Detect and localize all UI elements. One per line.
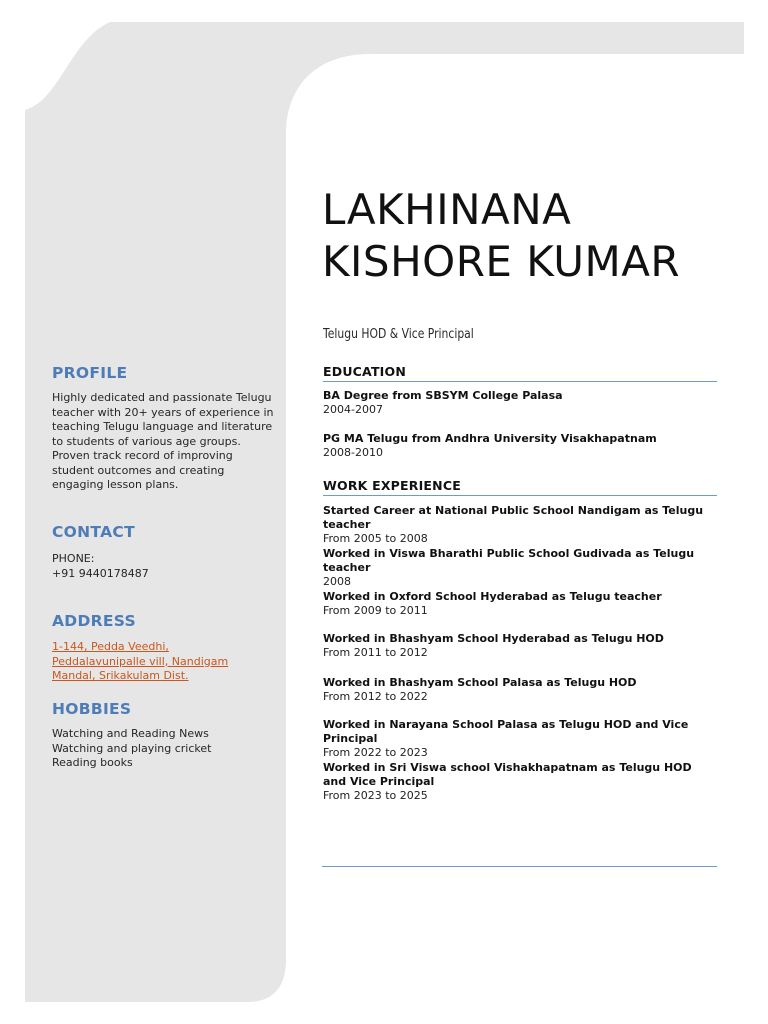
work-entry	[323, 761, 718, 803]
entry-title: Worked in Viswa Bharathi Public School Gudivada as Telugu teacher	[323, 547, 695, 574]
entry-title: Worked in Narayana School Palasa as Telugu HOD and Vice Principal	[323, 718, 689, 745]
profile-heading: PROFILE	[52, 364, 128, 382]
education-heading: EDUCATION	[323, 364, 717, 382]
work-entry	[323, 590, 723, 618]
hobby-item: Watching and Reading News	[52, 727, 209, 740]
name-line: LAKHINANA	[322, 185, 572, 234]
entry-title: PG MA Telugu from Andhra University Visakhapatnam	[323, 432, 657, 445]
entry-title: Worked in Bhashyam School Hyderabad as Telugu HOD	[323, 632, 664, 645]
hobbies-list	[52, 727, 274, 771]
entry-dates: From 2022 to 2023	[323, 746, 428, 759]
work-entry	[323, 632, 723, 660]
phone-label: PHONE:	[52, 552, 95, 565]
job-title: Telugu HOD & Vice Principal	[323, 326, 474, 342]
entry-dates: From 2005 to 2008	[323, 532, 428, 545]
entry-dates: 2004-2007	[323, 403, 383, 416]
person-name	[322, 184, 680, 288]
entry-title: BA Degree from SBSYM College Palasa	[323, 389, 563, 402]
entry-dates: 2008	[323, 575, 351, 588]
entry-title: Worked in Sri Viswa school Vishakhapatnam as Telugu HOD and Vice Principal	[323, 761, 692, 788]
entry-dates: From 2023 to 2025	[323, 789, 428, 802]
entry-title: Started Career at National Public School Nandigam as Telugu teacher	[323, 504, 704, 531]
entry-dates: From 2011 to 2012	[323, 646, 428, 659]
phone-number: +91 9440178487	[52, 567, 149, 580]
hobbies-heading: HOBBIES	[52, 700, 132, 718]
contact-heading: CONTACT	[52, 523, 135, 541]
address-heading: ADDRESS	[52, 612, 136, 630]
work-heading: WORK EXPERIENCE	[323, 478, 717, 496]
entry-dates: From 2009 to 2011	[323, 604, 428, 617]
hobby-item: Watching and playing cricket	[52, 741, 212, 755]
entry-title: Worked in Bhashyam School Palasa as Telugu HOD	[323, 676, 637, 689]
bottom-divider	[322, 866, 717, 867]
profile-text: Highly dedicated and passionate Telugu teacher with 20+ years of experience in teaching Telugu language and literature to students of various age groups. Proven track record of improving student outcomes and creating engaging lesson plans.	[52, 391, 274, 491]
hobby-item: Reading books	[52, 756, 133, 769]
work-entry	[323, 547, 723, 589]
entry-dates: 2008-2010	[323, 446, 383, 459]
work-entry	[323, 676, 723, 704]
address-line[interactable]: 1-144, Pedda Veedhi,	[52, 640, 169, 653]
address-line[interactable]: Peddalavunipalle vill, Nandigam	[52, 654, 229, 668]
education-entry	[323, 389, 723, 417]
address-block[interactable]	[52, 640, 274, 684]
entry-title: Worked in Oxford School Hyderabad as Telugu teacher	[323, 590, 662, 603]
education-entry	[323, 432, 723, 460]
work-entry	[323, 504, 723, 546]
entry-dates: From 2012 to 2022	[323, 690, 428, 703]
address-line[interactable]: Mandal, Srikakulam Dist.	[52, 669, 189, 682]
work-entry	[323, 718, 723, 760]
name-line: KISHORE KUMAR	[322, 237, 681, 286]
